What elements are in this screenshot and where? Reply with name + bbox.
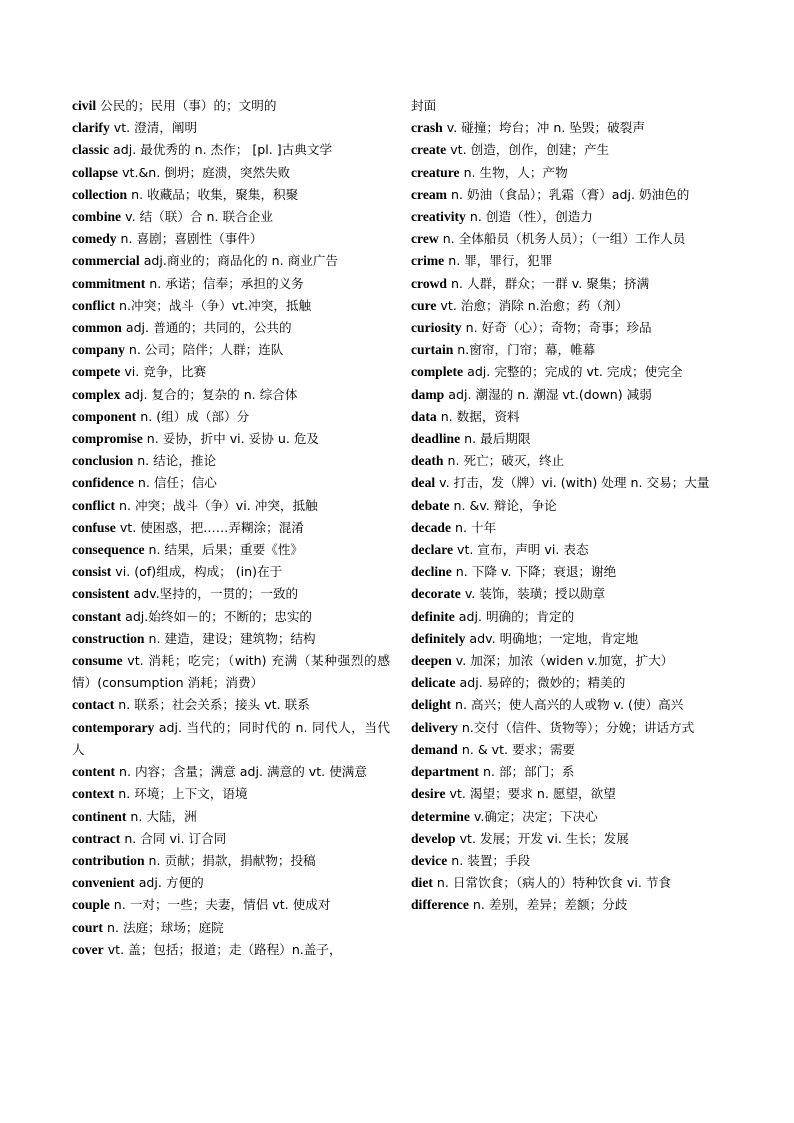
vocab-definition: adj.商业的；商品化的 n. 商业广告 xyxy=(139,253,339,269)
vocab-entry xyxy=(72,694,390,716)
vocab-entry xyxy=(411,495,726,517)
vocab-word: curtain xyxy=(411,342,454,358)
vocab-word: declare xyxy=(411,542,454,558)
vocab-definition: n. 信任；信心 xyxy=(133,475,217,491)
vocab-definition: n. 喜剧；喜剧性（事件） xyxy=(116,231,263,247)
vocab-definition: vt. 澄清，阐明 xyxy=(109,120,198,136)
vocab-word: desire xyxy=(411,786,446,802)
vocab-word: device xyxy=(411,852,448,868)
vocab-entry xyxy=(411,384,726,406)
vocab-definition: vt. 治愈；消除 n.治愈；药（剂） xyxy=(436,297,628,313)
vocab-entry xyxy=(411,273,726,295)
vocab-definition: 封面 xyxy=(411,98,437,113)
vocab-word: combine xyxy=(72,209,122,225)
vocab-entry xyxy=(72,561,390,583)
vocab-definition: n. 创造（性），创造力 xyxy=(465,209,593,225)
vocab-definition: n. 最后期限 xyxy=(460,431,531,447)
vocab-entry xyxy=(411,95,726,117)
vocab-word: decline xyxy=(411,564,452,580)
vocab-word: create xyxy=(411,142,447,158)
vocab-word: develop xyxy=(411,830,456,846)
vocab-definition: v. 装饰，装璜；授以勋章 xyxy=(460,586,606,602)
vocab-entry xyxy=(72,295,390,317)
vocab-word: collapse xyxy=(72,164,119,180)
vocab-word: definitely xyxy=(411,630,466,646)
vocab-entry xyxy=(72,495,390,517)
vocab-definition: n.冲突；战斗（争）vt.冲突，抵触 xyxy=(115,297,312,313)
vocab-entry xyxy=(411,606,726,628)
vocab-entry xyxy=(72,539,390,561)
vocab-word: civil xyxy=(72,98,97,113)
vocab-definition: v.确定；决定；下决心 xyxy=(469,808,598,824)
vocab-definition: adv.坚持的，一贯的；一致的 xyxy=(129,586,299,602)
vocab-entry xyxy=(72,472,390,494)
vocab-word: consequence xyxy=(72,542,145,558)
vocab-definition: adj. 最优秀的 n. 杰作； [pl. ]古典文学 xyxy=(109,142,333,158)
vocab-entry xyxy=(411,228,726,250)
vocab-word: delicate xyxy=(411,675,456,691)
vocab-word: diet xyxy=(411,875,433,891)
vocab-entry xyxy=(72,406,390,428)
vocab-word: conclusion xyxy=(72,453,134,469)
vocab-definition: n. 死亡；破灭，终止 xyxy=(443,453,565,469)
vocab-entry xyxy=(72,273,390,295)
vocab-definition: n. 好奇（心）；奇物；奇事；珍品 xyxy=(461,320,652,336)
vocab-definition: vt. 渴望；要求 n. 愿望，欲望 xyxy=(445,786,616,802)
vocab-definition: n. 法庭；球场；庭院 xyxy=(102,919,224,935)
vocab-definition: vt. 使困惑，把……弄糊涂；混淆 xyxy=(115,519,304,535)
vocab-word: crowd xyxy=(411,275,447,291)
vocab-entry xyxy=(411,828,726,850)
vocab-word: continent xyxy=(72,808,127,824)
left-column xyxy=(72,95,390,961)
vocab-definition: n. 差别，差异；差额；分歧 xyxy=(468,897,628,913)
vocab-definition: n. 部；部门；系 xyxy=(478,764,575,780)
vocab-word: confuse xyxy=(72,519,116,535)
vocab-word: delivery xyxy=(411,719,458,735)
vocab-definition: n. 冲突；战斗（争）vi. 冲突，抵触 xyxy=(115,497,318,513)
vocab-definition: vt. 盖；包括；报道；走（路程）n.盖子， xyxy=(103,941,342,957)
vocab-entry xyxy=(411,339,726,361)
vocab-definition: n. 公司；陪伴；人群；连队 xyxy=(124,342,284,358)
vocab-definition: n. 大陆，洲 xyxy=(126,808,197,824)
vocab-entry xyxy=(411,850,726,872)
vocab-word: content xyxy=(72,764,116,780)
vocab-word: clarify xyxy=(72,120,110,136)
vocab-definition: n. 奶油（食品）；乳霜（膏）adj. 奶油色的 xyxy=(446,186,690,202)
vocab-definition: adj. 复合的；复杂的 n. 综合体 xyxy=(120,386,298,402)
vocab-entry xyxy=(411,650,726,672)
vocab-definition: vt. 发展；开发 vi. 生长；发展 xyxy=(455,830,629,846)
vocab-word: decade xyxy=(411,519,452,535)
vocab-definition: n. 一对；一些；夫妻，情侣 vt. 使成对 xyxy=(109,897,331,913)
vocab-definition: n. 高兴；使人高兴的人或物 v. (使）高兴 xyxy=(451,697,684,713)
vocab-word: definite xyxy=(411,608,455,624)
vocab-definition: adv. 明确地；一定地，肯定地 xyxy=(465,630,639,646)
vocab-entry xyxy=(411,472,726,494)
vocab-entry xyxy=(72,184,390,206)
vocab-entry xyxy=(411,694,726,716)
vocab-word: court xyxy=(72,919,103,935)
vocab-word: complex xyxy=(72,386,121,402)
vocab-word: consume xyxy=(72,653,123,669)
vocab-entry xyxy=(72,628,390,650)
vocab-entry xyxy=(411,184,726,206)
vocab-entry xyxy=(411,672,726,694)
vocab-word: couple xyxy=(72,897,110,913)
vocab-definition: n. 下降 v. 下降；衰退；谢绝 xyxy=(451,564,617,580)
vocab-definition: n. 环境；上下文，语境 xyxy=(114,786,248,802)
vocab-word: creature xyxy=(411,164,460,180)
vocab-word: comedy xyxy=(72,231,117,247)
vocab-definition: vt. 创造，创作，创建；产生 xyxy=(446,142,610,158)
vocab-definition: n. 结论，推论 xyxy=(133,453,217,469)
vocab-definition: n. 十年 xyxy=(451,519,497,535)
vocab-definition: n. 罪，罪行，犯罪 xyxy=(444,253,553,269)
vocab-word: contract xyxy=(72,830,121,846)
vocab-entry xyxy=(72,939,390,961)
vocab-entry xyxy=(411,539,726,561)
vocab-word: curiosity xyxy=(411,320,462,336)
vocab-word: crime xyxy=(411,253,445,269)
vocab-definition: adj.始终如－的；不断的；忠实的 xyxy=(121,608,313,624)
vocab-word: construction xyxy=(72,630,145,646)
vocab-word: cover xyxy=(72,941,104,957)
vocab-definition: n. 承诺；信奉；承担的义务 xyxy=(145,275,304,291)
vocab-definition: vt. 消耗；吃完；（with) 充满（某种强烈的感情）(consumption 消耗；消费） xyxy=(72,653,390,691)
vocab-entry xyxy=(72,872,390,894)
vocab-word: demand xyxy=(411,741,458,757)
vocab-entry xyxy=(411,406,726,428)
vocab-definition: adj. 潮湿的 n. 潮湿 vt.(down) 减弱 xyxy=(444,386,652,402)
vocab-entry xyxy=(72,361,390,383)
vocab-entry xyxy=(72,450,390,472)
vocab-entry xyxy=(72,428,390,450)
vocab-word: compromise xyxy=(72,431,143,447)
vocab-entry xyxy=(72,95,390,117)
vocab-entry xyxy=(411,739,726,761)
vocab-entry xyxy=(72,139,390,161)
vocab-entry xyxy=(72,717,390,761)
vocab-definition: n. 人群，群众；一群 v. 聚集；挤满 xyxy=(447,275,650,291)
vocab-word: decorate xyxy=(411,586,461,602)
vocab-entry xyxy=(72,162,390,184)
vocab-definition: n. 贡献；捐款，捐献物；投稿 xyxy=(144,852,316,868)
vocab-definition: n. (组）成（部）分 xyxy=(136,408,250,424)
vocab-definition: vt. 宣布，声明 vi. 表态 xyxy=(453,542,589,558)
vocab-entry xyxy=(411,206,726,228)
vocab-definition: v. 结（联）合 n. 联合企业 xyxy=(121,209,273,225)
vocab-definition: vt.&n. 倒坍；庭溃，突然失败 xyxy=(118,164,291,180)
vocab-word: component xyxy=(72,408,137,424)
vocab-entry xyxy=(72,206,390,228)
vocab-entry xyxy=(72,828,390,850)
vocab-word: confidence xyxy=(72,475,134,491)
vocab-definition: v. 打击，发（牌）vi. (with) 处理 n. 交易；大量 xyxy=(435,475,710,491)
vocab-entry xyxy=(72,517,390,539)
vocab-word: company xyxy=(72,342,125,358)
vocab-entry xyxy=(72,761,390,783)
vocab-word: department xyxy=(411,764,479,780)
vocab-word: deadline xyxy=(411,431,461,447)
vocab-word: context xyxy=(72,786,115,802)
vocab-definition: n. 建造，建设；建筑物；结构 xyxy=(144,630,316,646)
vocab-definition: adj. 方便的 xyxy=(134,875,204,891)
vocab-entry xyxy=(411,250,726,272)
vocab-word: crew xyxy=(411,231,439,247)
vocab-definition: n. 日常饮食；（病人的）特种饮食 vi. 节食 xyxy=(432,875,672,891)
vocab-entry xyxy=(411,872,726,894)
vocab-entry xyxy=(72,806,390,828)
vocab-word: cure xyxy=(411,297,437,313)
vocab-word: data xyxy=(411,408,437,424)
vocab-word: consist xyxy=(72,564,112,580)
vocab-definition: adj. 当代的；同时代的 n. 同代人，当代人 xyxy=(72,719,390,757)
vocab-definition: n. &v. 辩论，争论 xyxy=(449,497,557,513)
vocab-definition: adj. 易碎的；微妙的；精美的 xyxy=(455,675,626,691)
vocab-word: common xyxy=(72,320,122,336)
vocab-definition: n. 生物，人；产物 xyxy=(459,164,568,180)
vocab-definition: n. 全体船员（机务人员）；（一组）工作人员 xyxy=(438,231,686,247)
vocab-word: commercial xyxy=(72,253,140,269)
vocab-entry xyxy=(72,650,390,694)
vocab-entry xyxy=(411,517,726,539)
vocab-word: deal xyxy=(411,475,436,491)
vocab-entry xyxy=(411,628,726,650)
vocab-entry xyxy=(72,583,390,605)
vocab-definition: v. 碰撞；垮台；冲 n. 坠毁；破裂声 xyxy=(442,120,645,136)
vocab-definition: n. 数据，资料 xyxy=(436,408,520,424)
vocab-entry xyxy=(411,894,726,916)
vocab-word: contact xyxy=(72,697,115,713)
vocab-entry xyxy=(72,317,390,339)
vocab-entry xyxy=(411,162,726,184)
vocab-entry xyxy=(411,806,726,828)
vocab-entry xyxy=(72,384,390,406)
vocab-definition: 公民的；民用（事）的；文明的 xyxy=(96,98,277,113)
vocab-word: deepen xyxy=(411,653,452,669)
vocab-definition: vi. 竞争，比赛 xyxy=(120,364,207,380)
vocab-word: constant xyxy=(72,608,122,624)
vocab-word: convenient xyxy=(72,875,135,891)
vocab-word: commitment xyxy=(72,275,146,291)
vocab-definition: v. 加深；加浓（widen v.加宽，扩大） xyxy=(451,653,674,669)
vocab-entry xyxy=(411,583,726,605)
vocab-entry xyxy=(411,361,726,383)
vocab-word: compete xyxy=(72,364,121,380)
vocab-word: death xyxy=(411,453,444,469)
vocab-word: creativity xyxy=(411,209,466,225)
vocab-definition: vi. (of)组成，构成； (in)在于 xyxy=(111,564,283,580)
vocab-definition: adj. 完整的；完成的 vt. 完成；使完全 xyxy=(463,364,683,380)
vocab-entry xyxy=(411,117,726,139)
vocab-definition: n. 收藏品；收集，聚集，积聚 xyxy=(127,186,299,202)
vocab-word: difference xyxy=(411,897,469,913)
vocab-word: contemporary xyxy=(72,719,155,735)
vocab-entry xyxy=(411,428,726,450)
vocab-word: contribution xyxy=(72,852,145,868)
vocab-entry xyxy=(72,250,390,272)
vocab-word: cream xyxy=(411,186,447,202)
vocab-definition: adj. 普通的；共同的，公共的 xyxy=(121,320,292,336)
vocab-entry xyxy=(411,317,726,339)
vocab-word: classic xyxy=(72,142,109,158)
vocab-entry xyxy=(72,339,390,361)
vocab-entry xyxy=(72,606,390,628)
vocab-word: debate xyxy=(411,497,450,513)
vocab-word: complete xyxy=(411,364,464,380)
vocab-entry xyxy=(411,450,726,472)
vocab-definition: n.窗帘，门帘；幕，帷幕 xyxy=(453,342,596,358)
vocab-definition: n.交付（信件、货物等）；分娩；讲话方式 xyxy=(457,719,695,735)
vocab-word: damp xyxy=(411,386,445,402)
vocab-definition: n. 结果，后果；重要《性》 xyxy=(144,542,304,558)
vocab-definition: n. 合同 vi. 订合同 xyxy=(120,830,227,846)
vocab-word: collection xyxy=(72,186,128,202)
vocab-word: conflict xyxy=(72,497,116,513)
right-column xyxy=(411,95,726,917)
vocab-entry xyxy=(411,717,726,739)
vocab-entry xyxy=(411,761,726,783)
vocab-entry xyxy=(72,894,390,916)
vocab-definition: n. & vt. 要求；需要 xyxy=(457,741,576,757)
vocab-word: conflict xyxy=(72,297,116,313)
vocab-entry xyxy=(411,139,726,161)
vocab-word: consistent xyxy=(72,586,130,602)
vocab-entry xyxy=(72,228,390,250)
vocab-entry xyxy=(72,917,390,939)
vocab-definition: n. 妥协，折中 vi. 妥协 u. 危及 xyxy=(142,431,320,447)
vocab-definition: n. 内容；含量；满意 adj. 满意的 vt. 使满意 xyxy=(115,764,367,780)
vocab-definition: adj. 明确的；肯定的 xyxy=(454,608,575,624)
vocab-entry xyxy=(411,295,726,317)
vocab-entry xyxy=(411,561,726,583)
vocab-word: determine xyxy=(411,808,470,824)
vocab-entry xyxy=(72,783,390,805)
vocab-word: delight xyxy=(411,697,452,713)
vocab-entry xyxy=(411,783,726,805)
vocab-definition: n. 装置；手段 xyxy=(447,852,531,868)
vocab-entry xyxy=(72,117,390,139)
vocab-word: crash xyxy=(411,120,443,136)
vocab-definition: n. 联系；社会关系；接头 vt. 联系 xyxy=(114,697,310,713)
vocab-entry xyxy=(72,850,390,872)
